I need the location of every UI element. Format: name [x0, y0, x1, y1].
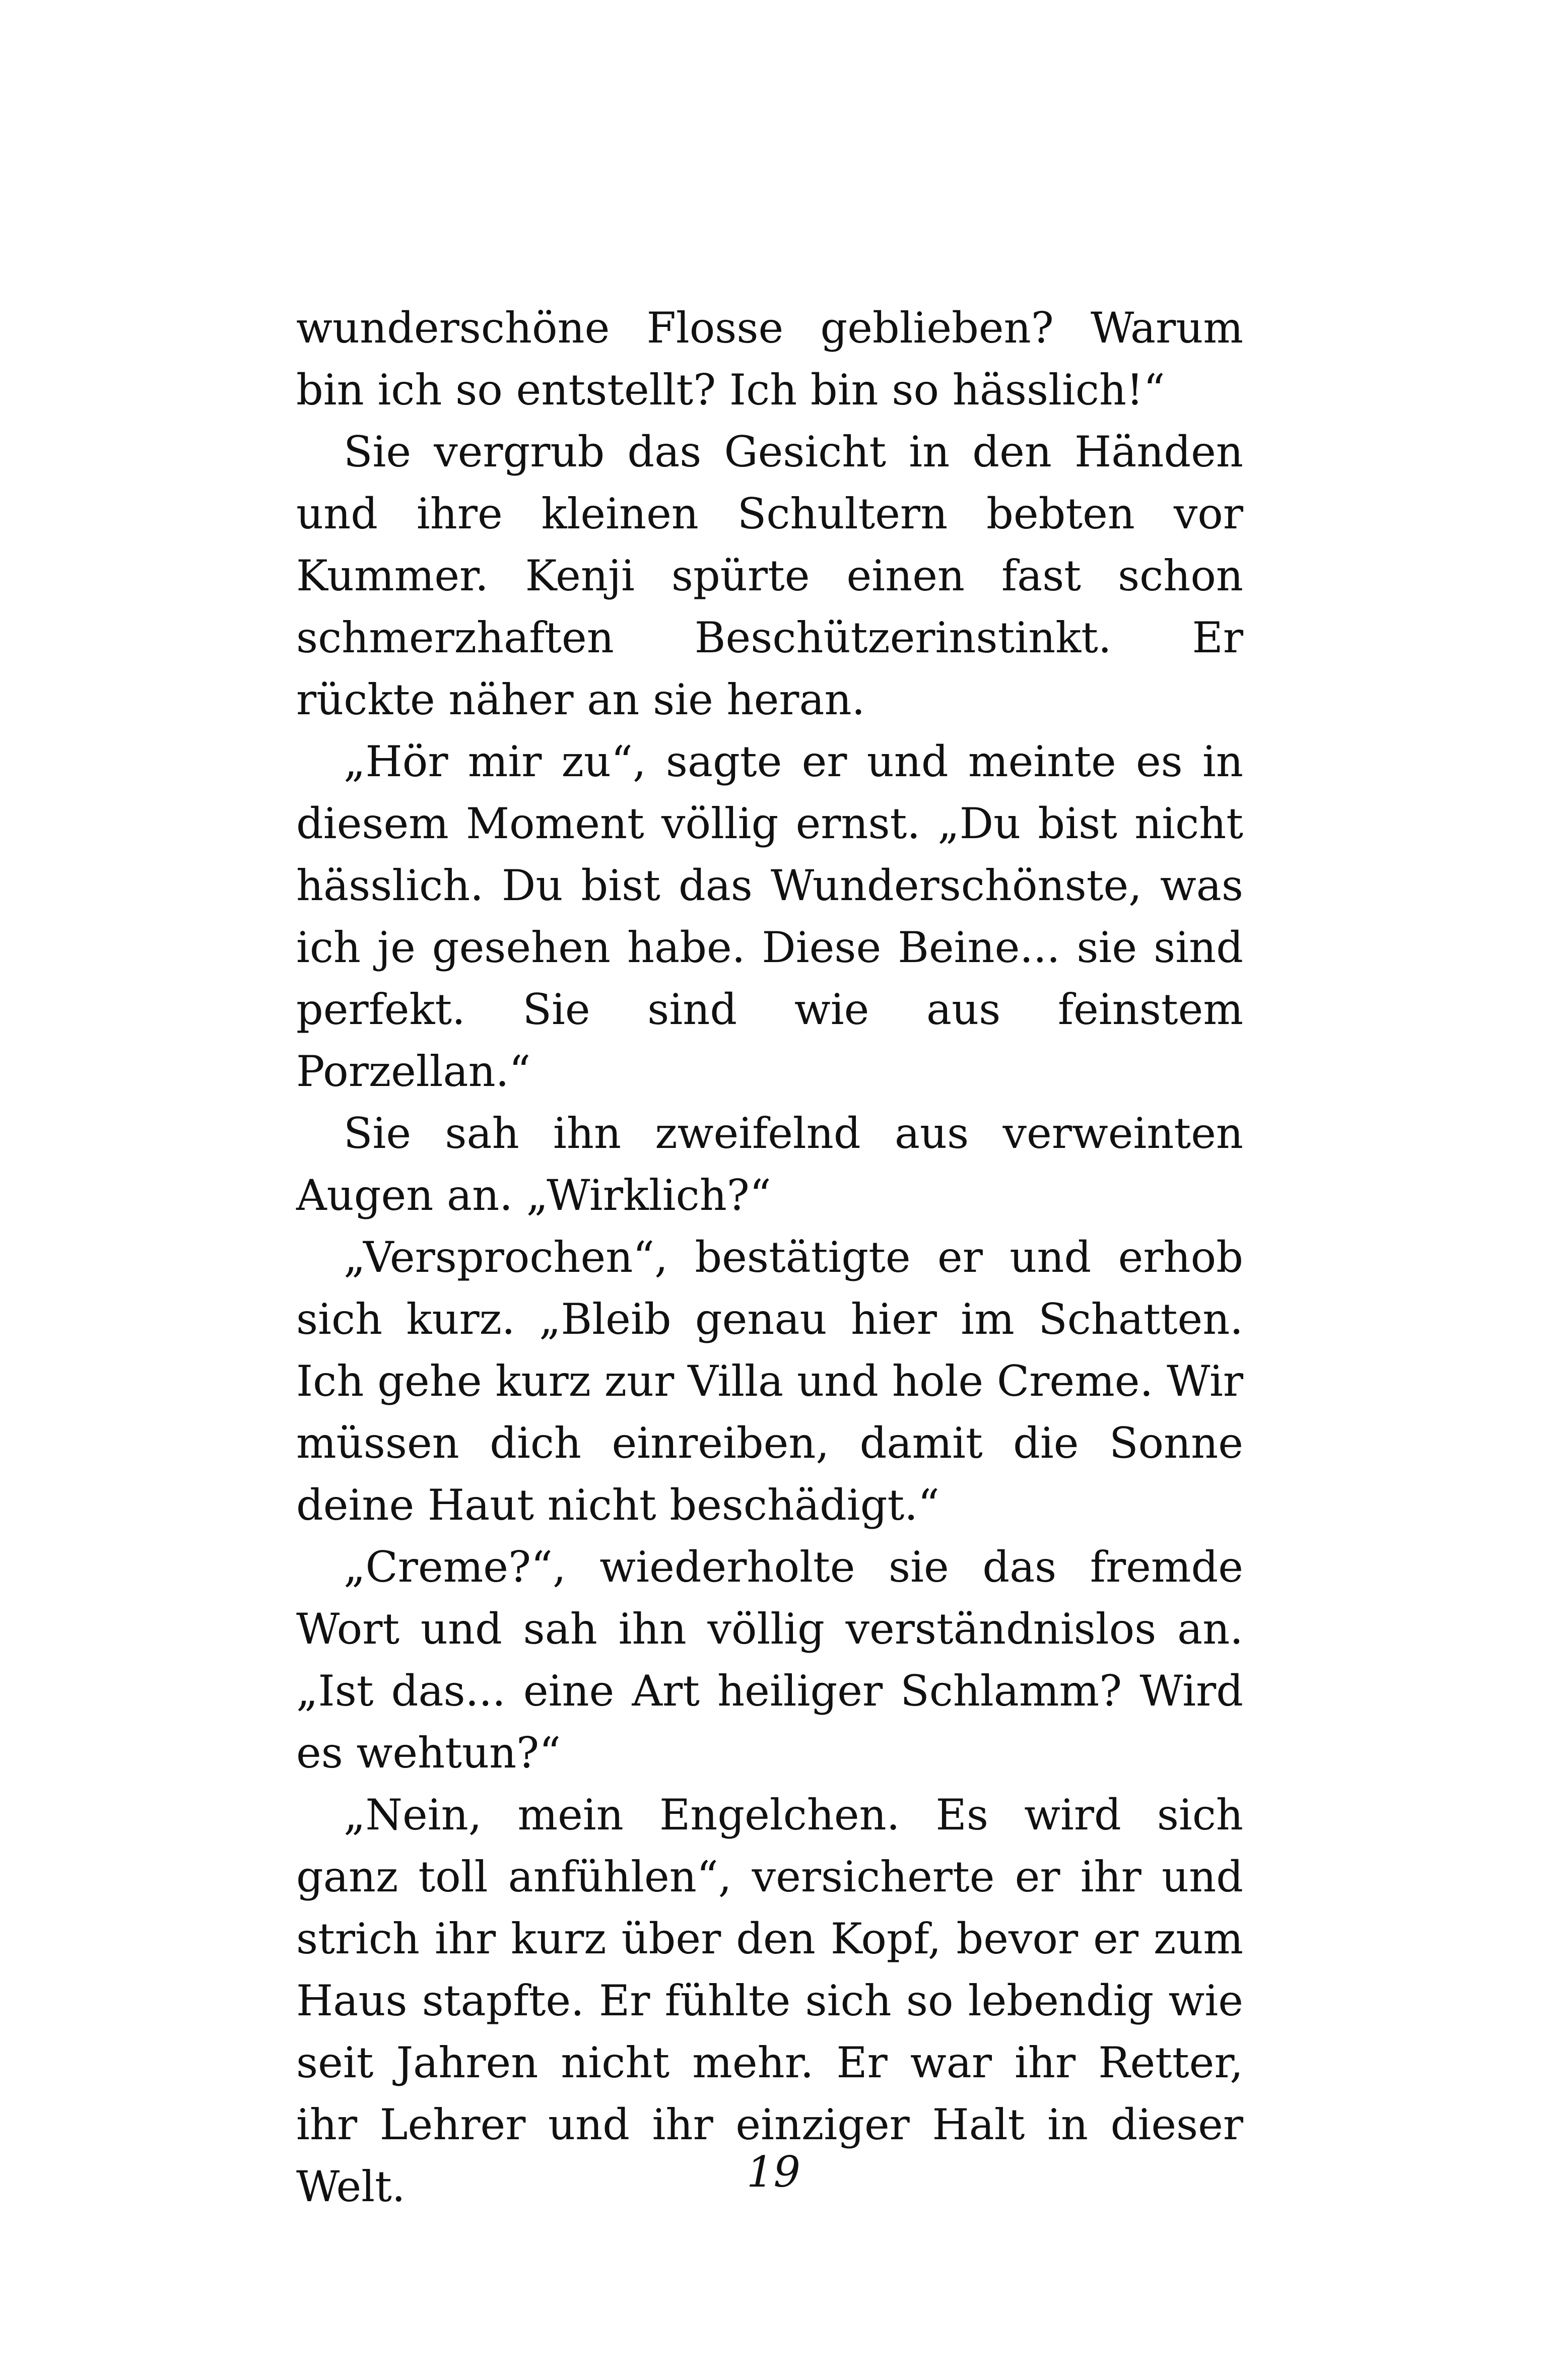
paragraph-6: „Creme?“, wiederholte sie das fremde Wort und sah ihn völlig verständnislos an. „Ist das... eine Art heiliger Schlamm? Wird es wehtun?“: [296, 1542, 1243, 1778]
paragraph-2: Sie vergrub das Gesicht in den Händen und ihre kleinen Schultern bebten vor Kummer. Kenji spürte einen fast schon schmerzhaften Beschützerinstinkt. Er rückte näher an sie heran.: [296, 427, 1243, 724]
paragraph-5: „Versprochen“, bestätigte er und erhob sich kurz. „Bleib genau hier im Schatten. Ich gehe kurz zur Villa und hole Creme. Wir müssen dich einreiben, damit die Sonne deine Haut nicht beschädigt.“: [296, 1233, 1243, 1530]
paragraph-4: Sie sah ihn zweifelnd aus verweinten Augen an. „Wirklich?“: [296, 1109, 1243, 1220]
paragraph-7: „Nein, mein Engelchen. Es wird sich ganz toll anfühlen“, versicherte er ihr und strich ihr kurz über den Kopf, bevor er zum Haus stapfte. Er fühlte sich so lebendig wie seit Jahren nicht mehr. Er war ihr Retter, ihr Lehrer und ihr einziger Halt in dieser Welt.: [296, 1790, 1243, 2211]
body-text: [296, 297, 1243, 2218]
paragraph-1: wunderschöne Flosse geblieben? Warum bin ich so entstellt? Ich bin so hässlich!“: [296, 303, 1243, 415]
page-number: 19: [747, 2147, 800, 2197]
paragraph-3: „Hör mir zu“, sagte er und meinte es in diesem Moment völlig ernst. „Du bist nicht hässlich. Du bist das Wunderschönste, was ich je gesehen habe. Diese Beine... sie sind perfekt. Sie sind wie aus feinstem Porzellan.“: [296, 737, 1243, 1096]
